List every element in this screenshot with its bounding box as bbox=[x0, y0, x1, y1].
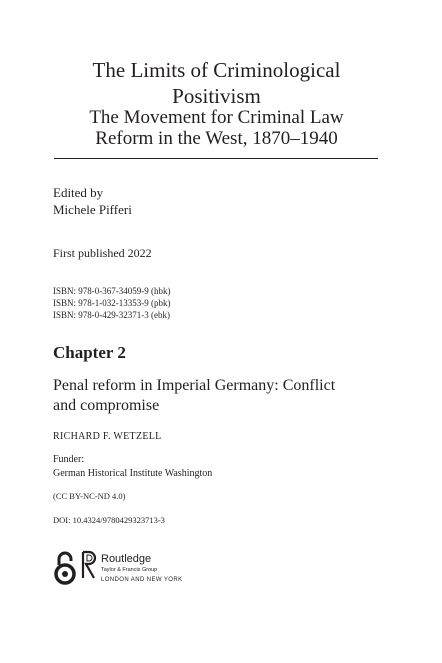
chapter-title-line-1: Penal reform in Imperial Germany: Conflict bbox=[53, 377, 336, 394]
isbn-hbk: ISBN: 978-0-367-34059-9 (hbk) bbox=[53, 286, 171, 296]
chapter-title bbox=[53, 376, 393, 416]
isbn-ebk: ISBN: 978-0-429-32371-3 (ebk) bbox=[53, 310, 170, 320]
first-published: First published 2022 bbox=[53, 246, 152, 260]
funder-label: Funder: bbox=[53, 454, 85, 465]
open-access-icon bbox=[53, 550, 77, 586]
editor-block bbox=[53, 184, 132, 218]
chapter-title-line-2: and compromise bbox=[53, 397, 160, 414]
publisher-tagline: Taylor & Francis Group bbox=[101, 567, 158, 573]
isbn-list bbox=[53, 285, 171, 321]
edited-by-label: Edited by bbox=[53, 185, 104, 200]
book-title bbox=[55, 57, 378, 109]
license-text: (CC BY-NC-ND 4.0) bbox=[53, 491, 126, 501]
funder-name: German Historical Institute Washington bbox=[53, 468, 213, 479]
chapter-label: Chapter 2 bbox=[53, 343, 126, 362]
routledge-r-icon bbox=[81, 550, 97, 580]
publisher-name: Routledge bbox=[101, 553, 152, 565]
book-subtitle-line-2: Reform in the West, 1870–1940 bbox=[95, 128, 338, 149]
isbn-pbk: ISBN: 978-1-032-13353-9 (pbk) bbox=[53, 298, 171, 308]
doi-text: DOI: 10.4324/9780429323713-3 bbox=[53, 515, 165, 525]
book-subtitle-line-1: The Movement for Criminal Law bbox=[89, 107, 344, 128]
editor-name: Michele Pifferi bbox=[53, 202, 132, 217]
book-title-line-1: The Limits of Criminological bbox=[92, 58, 341, 82]
chapter-author: RICHARD F. WETZELL bbox=[53, 431, 162, 442]
book-title-line-2: Positivism bbox=[172, 84, 261, 108]
publisher-cities: LONDON AND NEW YORK bbox=[101, 577, 183, 583]
title-divider bbox=[54, 158, 378, 159]
publisher-logo bbox=[53, 550, 203, 590]
funder-block bbox=[53, 453, 212, 481]
book-subtitle bbox=[55, 107, 378, 149]
